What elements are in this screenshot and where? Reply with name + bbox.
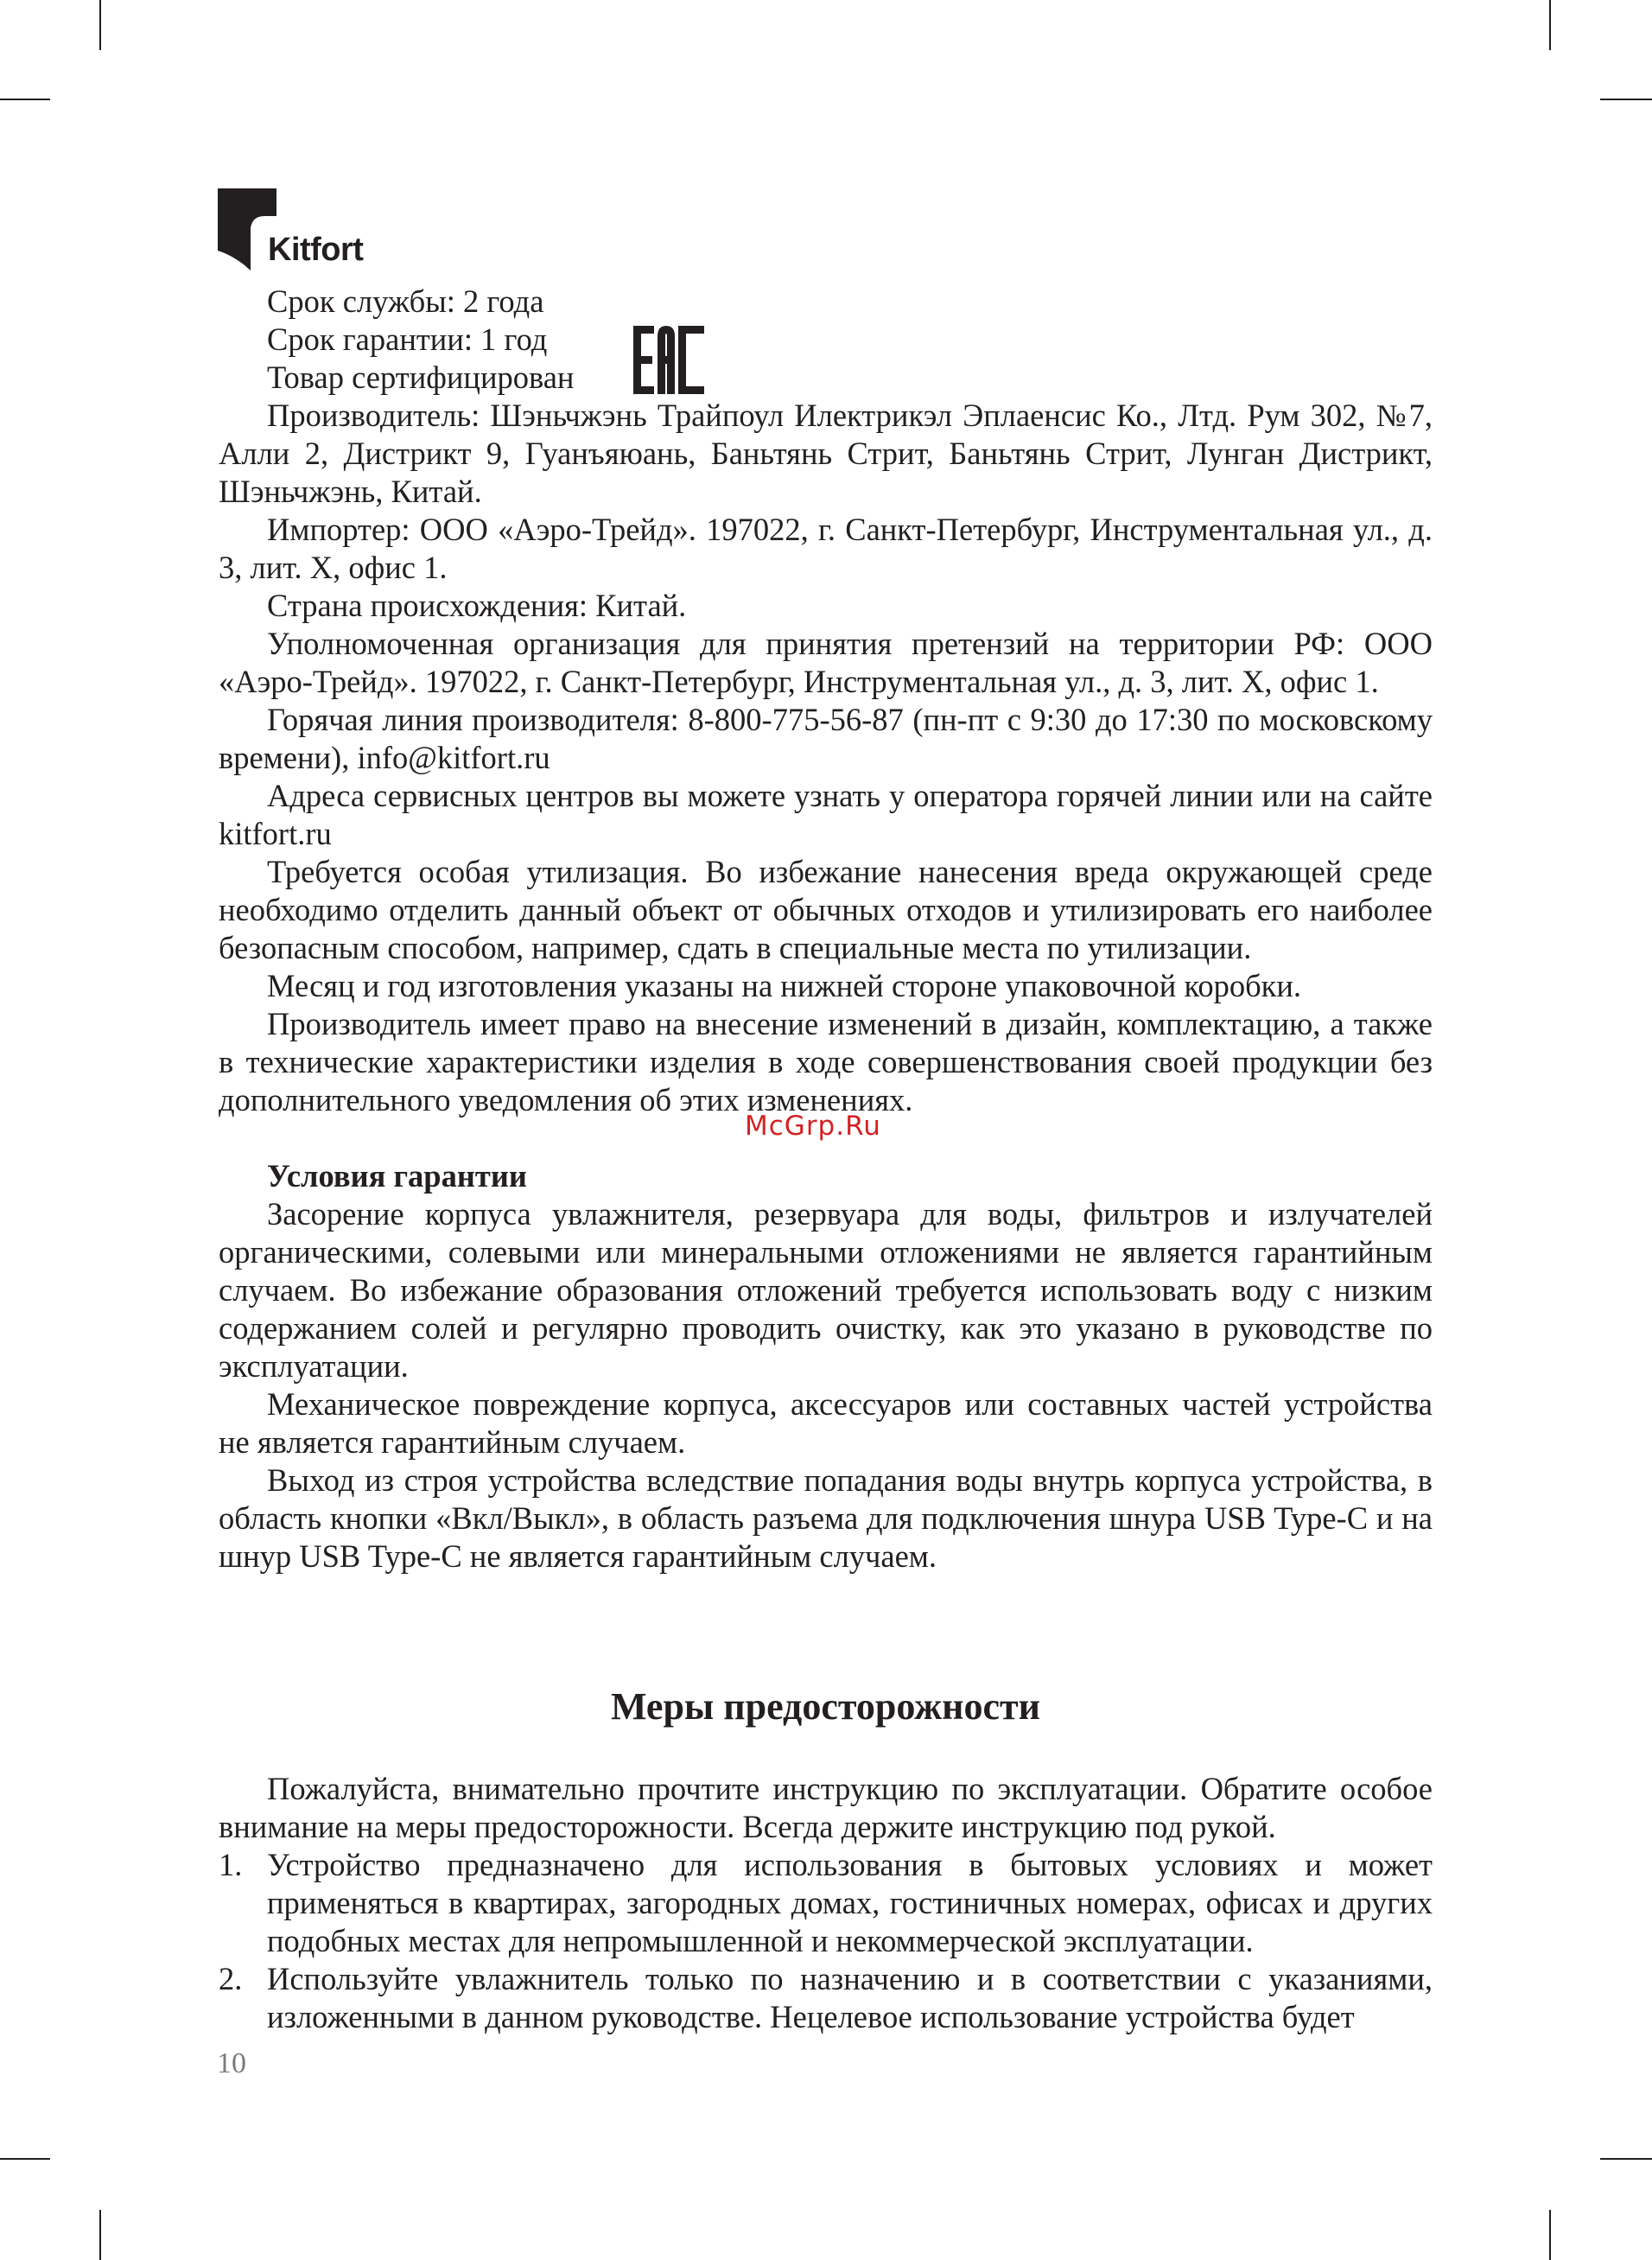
- service-life-line: Срок службы: 2 года: [267, 283, 544, 319]
- list-item: [219, 1960, 1433, 2036]
- info-block: [219, 283, 1433, 397]
- kitfort-logo: [218, 188, 391, 271]
- origin-country-paragraph: Страна происхождения: Китай.: [267, 588, 687, 623]
- precautions-intro: Пожалуйста, внимательно прочтите инструкцию по эксплуатации. Обратите особое внимание на меры предосторожности. Всегда держите инструкцию под рукой.: [219, 1771, 1433, 1844]
- crop-mark-top-left-horizontal: [0, 99, 50, 100]
- list-item-number: 1.: [219, 1847, 243, 1882]
- warranty-paragraph-deposits: Засорение корпуса увлажнителя, резервуара для воды, фильтров и излучателей органическими, солевыми или минеральными отложениями не является гарантийным случаем. Во избежание образования отложений требуется использовать воду с низким содержанием солей и регулярно проводить очистку, как это указано в руководстве по эксплуатации.: [219, 1196, 1433, 1384]
- eac-certification-mark: [632, 324, 706, 396]
- design-changes-paragraph: Производитель имеет право на внесение изменений в дизайн, комплектацию, а также в технические характеристики изделия в ходе совершенствования своей продукции без дополнительного уведомления об этих изменениях.: [219, 1006, 1433, 1117]
- manufacturer-paragraph: Производитель: Шэньчжэнь Трайпоул Илектрикэл Эплаенсис Ко., Лтд. Рум 302, №7, Алли 2, Дистрикт 9, Гуанъяюань, Баньтянь Стрит, Баньтянь Стрит, Лунган Дистрикт, Шэньчжэнь, Китай.: [219, 398, 1433, 509]
- hotline-paragraph: Горячая линия производителя: 8-800-775-56-87 (пн-пт с 9:30 до 17:30 по московскому времени), info@kitfort.ru: [219, 702, 1433, 775]
- precautions-list: [219, 1846, 1433, 2036]
- precautions-section-title: Меры предосторожности: [610, 1685, 1041, 1728]
- list-item-text: Устройство предназначено для использования в бытовых условиях и может применяться в квартирах, загородных домах, гостиничных номерах, офисах и других подобных местах для непромышленной и некоммерческой эксплуатации.: [267, 1847, 1433, 1958]
- crop-mark-bottom-left-horizontal: [0, 2158, 50, 2160]
- service-centers-paragraph: Адреса сервисных центров вы можете узнать у оператора горячей линии или на сайте kitfort.ru: [219, 778, 1433, 851]
- crop-mark-top-right-vertical: [1549, 0, 1551, 50]
- crop-mark-top-left-vertical: [99, 0, 101, 50]
- crop-mark-top-right-horizontal: [1600, 99, 1652, 100]
- logo-wordmark: Kitfort: [268, 232, 364, 268]
- crop-mark-bottom-right-vertical: [1549, 2210, 1551, 2260]
- crop-mark-bottom-left-vertical: [99, 2210, 101, 2260]
- warranty-period-line: Срок гарантии: 1 год: [267, 321, 548, 357]
- page-number: 10: [217, 2047, 246, 2079]
- list-item: [219, 1846, 1433, 1960]
- importer-paragraph: Импортер: ООО «Аэро-Трейд». 197022, г. Санкт-Петербург, Инструментальная ул., д. 3, лит. Х, офис 1.: [219, 512, 1433, 585]
- warranty-paragraph-water: Выход из строя устройства вследствие попадания воды внутрь корпуса устройства, в область кнопки «Вкл/Выкл», в область разъема для подключения шнура USB Type-C и на шнур USB Type-C не является гарантийным случаем.: [219, 1462, 1433, 1574]
- page-content: [219, 283, 1433, 2036]
- manufacture-date-paragraph: Месяц и год изготовления указаны на нижней стороне упаковочной коробки.: [267, 968, 1302, 1003]
- claims-organization-paragraph: Уполномоченная организация для принятия претензий на территории РФ: ООО «Аэро-Трейд». 197022, г. Санкт-Петербург, Инструментальная ул., д. 3, лит. Х, офис 1.: [219, 626, 1433, 699]
- list-item-text: Используйте увлажнитель только по назначению и в соответствии с указаниями, изложенными в данном руководстве. Нецелевое использование устройства будет: [267, 1961, 1433, 2034]
- certified-line: Товар сертифицирован: [267, 360, 575, 395]
- crop-mark-bottom-right-horizontal: [1600, 2158, 1652, 2160]
- watermark: McGrp.Ru: [745, 1111, 881, 1142]
- list-item-number: 2.: [219, 1961, 243, 1996]
- warranty-conditions-title: Условия гарантии: [267, 1158, 527, 1194]
- disposal-paragraph: Требуется особая утилизация. Во избежание нанесения вреда окружающей среде необходимо отделить данный объект от обычных отходов и утилизировать его наиболее безопасным способом, например, сдать в специальные места по утилизации.: [219, 854, 1433, 965]
- warranty-paragraph-mechanical: Механическое повреждение корпуса, аксессуаров или составных частей устройства не является гарантийным случаем.: [219, 1386, 1433, 1460]
